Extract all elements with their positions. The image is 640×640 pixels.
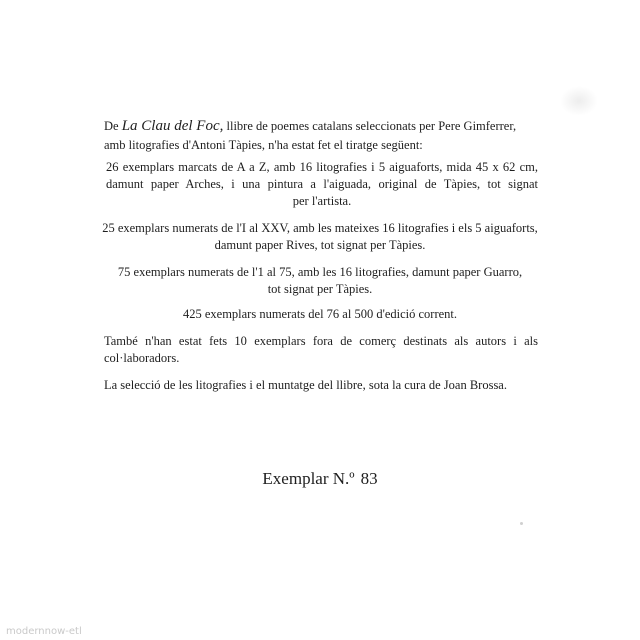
edition-roman-line-2: damunt paper Rives, tot signat per Tàpies. — [214, 238, 426, 252]
out-of-commerce-line-2: col·laboradors. — [104, 351, 180, 365]
intro-line-2: amb litografies d'Antoni Tàpies, n'ha estat fet el tiratge següent: — [104, 138, 423, 152]
edition-a-z-line-1: 26 exemplars marcats de A a Z, amb 16 litografies i 5 aiguaforts, mida 45 x 62 cm, — [106, 160, 538, 174]
exemplar-label: Exemplar N.º — [262, 469, 355, 488]
intro-line-1 — [104, 117, 516, 136]
out-of-commerce-line-1: També n'han estat fets 10 exemplars fora de comerç destinats als autors i als — [104, 334, 538, 348]
intro-line-1-rest: llibre de poemes catalans seleccionats per Pere Gimferrer, — [226, 119, 517, 133]
intro-prefix: De — [104, 119, 119, 133]
edition-1-75-line-2: tot signat per Tàpies. — [267, 282, 373, 296]
exemplar-value: 83 — [360, 469, 378, 488]
work-title: La Clau del Foc, — [121, 118, 224, 134]
paper-smudge — [560, 86, 598, 116]
edition-1-75-line-1: 75 exemplars numerats de l'1 al 75, amb les 16 litografies, damunt paper Guarro, — [117, 265, 523, 279]
edition-roman — [100, 220, 540, 254]
credits-paragraph — [104, 377, 507, 394]
colophon-intro — [104, 117, 516, 155]
edition-current-line-1: 425 exemplars numerats del 76 al 500 d'edició corrent. — [182, 307, 458, 321]
credits-line-1: La selecció de les litografies i el muntatge del llibre, sota la cura de Joan Brossa. — [104, 378, 507, 392]
watermark-text: modernnow-etl — [6, 626, 82, 637]
edition-a-z — [106, 159, 538, 210]
edition-out-of-commerce — [104, 333, 538, 367]
paper-speck — [520, 522, 523, 525]
exemplar-number — [0, 469, 640, 489]
edition-1-75 — [100, 264, 540, 298]
edition-a-z-line-2: damunt paper Arches, i una pintura a l'aiguada, original de Tàpies, tot signat — [106, 177, 538, 191]
edition-roman-line-1: 25 exemplars numerats de l'I al XXV, amb les mateixes 16 litografies i els 5 aiguaforts, — [102, 221, 538, 235]
edition-current — [100, 306, 540, 323]
edition-a-z-line-3: per l'artista. — [292, 194, 352, 208]
